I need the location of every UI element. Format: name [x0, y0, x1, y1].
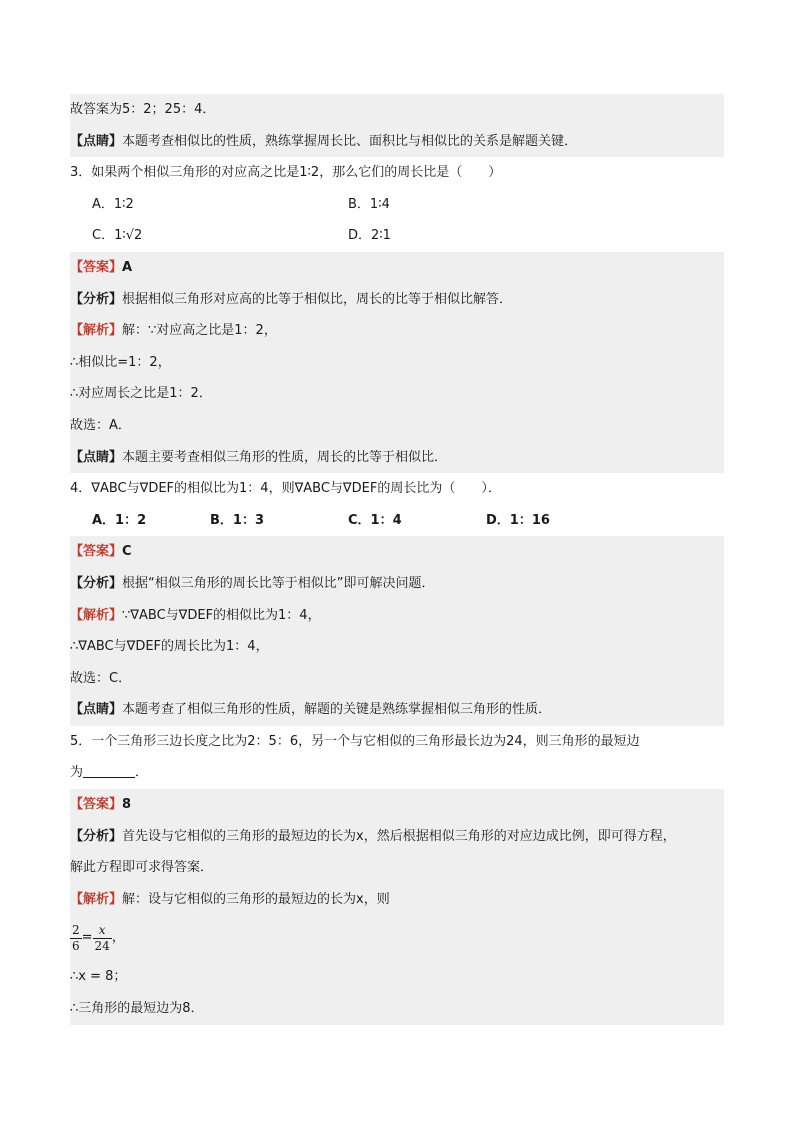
- q5-analysis-line-2: [70, 852, 724, 884]
- q5-stem-text-1: 5．一个三角形三边长度之比为2：5：6，另一个与它相似的三角形最长边为24，则三角形的最短边: [70, 733, 640, 749]
- q3-analysis-text: 根据相似三角形对应高的比等于相似比，周长的比等于相似比解答．: [122, 291, 513, 307]
- q5-answer-value: 8: [122, 797, 132, 813]
- q4-stem: [70, 473, 724, 505]
- q4-analysis-text: 根据“相似三角形的周长比等于相似比”即可解决问题．: [122, 575, 435, 591]
- q3-option-b: B．1∶4: [348, 196, 390, 212]
- fraction-left-numerator: 2: [72, 922, 80, 937]
- answer-tag: 【答案】: [70, 797, 123, 813]
- analysis-tag: 【分析】: [70, 291, 123, 307]
- q4-solution-text-3: 故选：C．: [70, 670, 132, 686]
- q5-answer: [70, 789, 724, 821]
- q4-option-a: A．1：2: [92, 512, 147, 528]
- q3-option-a: A．1∶2: [92, 196, 134, 212]
- q4-stem-text: 4．∇ABC与∇DEF的相似比为1：4，则∇ABC与∇DEF的周长比为（ ）．: [70, 481, 501, 497]
- q5-analysis-line-1: [70, 821, 724, 853]
- q3-option-d: D．2∶1: [348, 228, 391, 244]
- q4-answer: [70, 536, 724, 568]
- q5-solution-line-3: [70, 961, 724, 993]
- q3-stem-text: 3．如果两个相似三角形的对应高之比是1∶2，那么它们的周长比是（ ）: [70, 165, 502, 181]
- q5-stem-prefix: 为: [70, 765, 84, 781]
- q3-solution-text-1: 解：∵对应高之比是1：2，: [122, 323, 277, 339]
- q5-solution-text-1: 解：设与它相似的三角形的最短边的长为x，则: [122, 891, 390, 907]
- fraction-right: [93, 923, 112, 954]
- q4-answer-value: C: [122, 544, 132, 560]
- q5-answer-blank[interactable]: [83, 763, 135, 778]
- q5-solution-text-4: ∴三角形的最短边为8．: [70, 1001, 204, 1017]
- q3-stem: [70, 157, 724, 189]
- q4-option-c: C．1：4: [348, 512, 402, 528]
- solution-tag: 【解析】: [70, 891, 123, 907]
- q5-solution-line-1: [70, 884, 724, 916]
- q4-solution-line-1: [70, 600, 724, 632]
- fraction-right-denominator: 24: [94, 938, 110, 953]
- answer-tag: 【答案】: [70, 544, 123, 560]
- q3-solution-line-4: [70, 410, 724, 442]
- q3-option-c: C．1∶√2: [92, 228, 143, 244]
- q4-analysis: [70, 568, 724, 600]
- q5-analysis-text-1: 首先设与它相似的三角形的最短边的长为x，然后根据相似三角形的对应边成比例，即可得方程，: [122, 828, 676, 844]
- q4-solution-text-1: ∵∇ABC与∇DEF的相似比为1：4，: [122, 607, 321, 623]
- prev-answer-text: 故答案为5：2；25：4．: [70, 102, 216, 117]
- q3-solution-line-3: [70, 378, 724, 410]
- q3-solution-text-2: ∴相似比=1：2，: [70, 354, 171, 370]
- q4-comment-text: 本题考查了相似三角形的性质，解题的关键是熟练掌握相似三角形的性质．: [122, 702, 552, 718]
- q4-solution-text-2: ∴∇ABC与∇DEF的周长比为1：4，: [70, 639, 269, 655]
- prev-comment: [70, 126, 724, 158]
- q3-solution-text-4: 故选：A．: [70, 417, 131, 433]
- solution-tag: 【解析】: [70, 323, 123, 339]
- q4-options: [70, 505, 724, 537]
- q3-options-row1: [70, 189, 724, 221]
- solution-tag: 【解析】: [70, 607, 123, 623]
- q5-solution-text-3: ∴x = 8；: [70, 969, 127, 985]
- q3-comment: [70, 442, 724, 474]
- prev-answer-line: [70, 94, 724, 126]
- q3-solution-line-1: [70, 315, 724, 347]
- analysis-tag: 【分析】: [70, 575, 123, 591]
- comment-text: 本题考查相似比的性质，熟练掌握周长比、面积比与相似比的关系是解题关键．: [122, 133, 578, 149]
- q3-solution-line-2: [70, 347, 724, 379]
- q5-solution-line-4: [70, 993, 724, 1025]
- equals-sign: =: [81, 930, 93, 946]
- q5-stem-suffix: ．: [135, 765, 149, 781]
- fraction-left-denominator: 6: [72, 938, 80, 953]
- q3-options-row2: [70, 220, 724, 252]
- answer-tag: 【答案】: [70, 259, 123, 275]
- q3-answer: [70, 252, 724, 284]
- q4-option-d: D．1：16: [486, 512, 550, 528]
- equation-tail: ，: [111, 930, 125, 946]
- q4-solution-line-2: [70, 631, 724, 663]
- q5-analysis-text-2: 解此方程即可求得答案．: [70, 860, 214, 876]
- q4-solution-line-3: [70, 663, 724, 695]
- q5-equation: [70, 915, 724, 961]
- q5-stem-line-2: [70, 757, 724, 789]
- document-page: [70, 94, 724, 1025]
- comment-tag: 【点睛】: [70, 133, 123, 149]
- q3-comment-text: 本题主要考查相似三角形的性质，周长的比等于相似比．: [122, 449, 448, 465]
- analysis-tag: 【分析】: [70, 828, 123, 844]
- fraction-left: [70, 923, 82, 954]
- q5-stem-line-1: [70, 726, 724, 758]
- q3-analysis: [70, 284, 724, 316]
- q4-option-b: B．1：3: [210, 512, 264, 528]
- q3-answer-value: A: [122, 259, 133, 275]
- q3-solution-text-3: ∴对应周长之比是1：2．: [70, 386, 212, 402]
- comment-tag: 【点睛】: [70, 702, 123, 718]
- q4-comment: [70, 694, 724, 726]
- fraction-right-numerator: x: [93, 923, 112, 939]
- comment-tag: 【点睛】: [70, 449, 123, 465]
